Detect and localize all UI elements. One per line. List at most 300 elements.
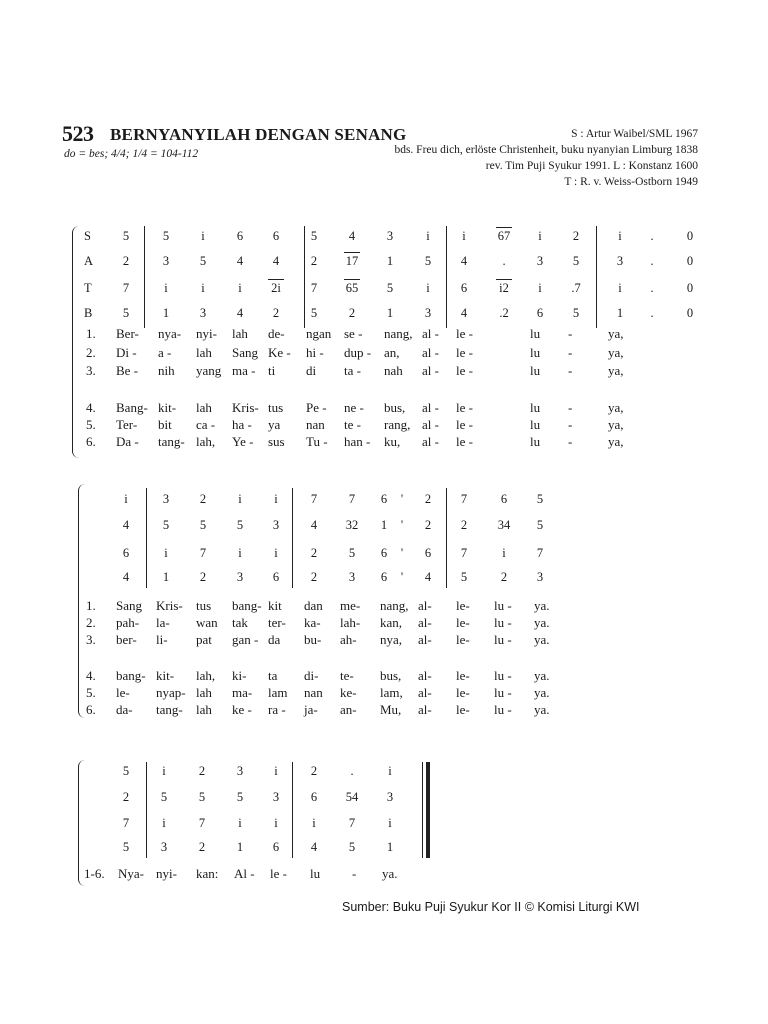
lyric-syllable: Ke - (268, 345, 291, 360)
final-barline-thick (426, 762, 430, 858)
credit-line-2: bds. Freu dich, erlöste Christenheit, buku nyanyian Limburg 1838 (394, 144, 698, 156)
beam-line (344, 279, 360, 280)
lyric-syllable: nan (304, 685, 323, 700)
lyric-syllable: de- (268, 326, 285, 341)
note-cell: 5 (310, 306, 318, 320)
credit-line-1: S : Artur Waibel/SML 1967 (571, 128, 698, 140)
lyric-syllable: - (568, 417, 573, 432)
lyric-syllable: lah, (196, 434, 216, 449)
note-cell: 3 (616, 254, 624, 268)
lyric-syllable: ma - (232, 363, 256, 378)
lyric-syllable: ya, (608, 363, 624, 378)
note-cell: i (388, 816, 392, 830)
note-cell: 3 (236, 764, 244, 778)
lyric-syllable: ah- (340, 632, 357, 647)
note-cell: 6 (536, 306, 544, 320)
lyric-syllable: nyi- (196, 326, 217, 341)
note-cell: 4 (424, 570, 432, 584)
lyric-syllable: an, (384, 345, 400, 360)
lyric-syllable: lu - (494, 632, 512, 647)
lyric-syllable: kit (268, 598, 282, 613)
note-cell: i (274, 546, 278, 560)
note-cell: 3 (162, 492, 170, 506)
lyric-syllable: da- (116, 702, 133, 717)
lyric-syllable: nyi- (156, 866, 177, 881)
lyric-syllable: li- (156, 632, 168, 647)
lyric-syllable: Pe - (306, 400, 327, 415)
barline (292, 762, 293, 858)
lyric-syllable: ya (268, 417, 281, 432)
note-cell: 4 (310, 840, 318, 854)
lyric-syllable: a - (158, 345, 172, 360)
lyric-syllable: pat (196, 632, 212, 647)
lyric-syllable: le - (270, 866, 287, 881)
note-cell: . (650, 281, 654, 295)
lyric-syllable: se - (344, 326, 363, 341)
lyric-syllable: ya. (534, 702, 550, 717)
note-cell: 4 (236, 254, 244, 268)
note-cell: 4 (122, 570, 130, 584)
lyric-syllable: al- (418, 615, 432, 630)
lyric-syllable: ngan (306, 326, 332, 341)
lyric-syllable: nang, (380, 598, 409, 613)
lyric-syllable: dup - (344, 345, 372, 360)
lyric-syllable: ya. (534, 598, 550, 613)
lyric-syllable: al- (418, 632, 432, 647)
note-cell: 1 (386, 306, 394, 320)
lyric-syllable: lah (232, 326, 248, 341)
voice-label: A (84, 254, 94, 268)
lyric-syllable: tak (232, 615, 248, 630)
note-cell: . (650, 306, 654, 320)
note-cell: 7 (122, 816, 130, 830)
lyric-syllable: lah (196, 345, 212, 360)
note-cell: 5 (348, 840, 356, 854)
lyric-syllable: lu (530, 363, 541, 378)
note-cell: 2 (310, 546, 318, 560)
barline (144, 226, 145, 328)
note-cell: 3 (536, 254, 544, 268)
note-cell: .2 (499, 306, 509, 320)
note-cell: 2 (199, 492, 207, 506)
voice-label: B (84, 306, 93, 320)
lyric-syllable: le- (456, 702, 470, 717)
lyric-syllable: Tu - (306, 434, 328, 449)
lyric-syllable: bang- (116, 668, 146, 683)
note-cell: 5 (198, 790, 206, 804)
note-cell: 6 (380, 570, 388, 584)
note-cell: 0 (686, 229, 694, 243)
note-cell: 5 (199, 254, 207, 268)
lyric-syllable: ya, (608, 434, 624, 449)
lyric-syllable: le- (456, 632, 470, 647)
lyric-syllable: Kris- (232, 400, 259, 415)
note-cell: . (650, 254, 654, 268)
note-cell: 5 (536, 518, 544, 532)
lyric-syllable: te - (344, 417, 361, 432)
verse-number: 3. (86, 363, 96, 378)
note-cell: 7 (536, 546, 544, 560)
lyric-syllable: nih (158, 363, 175, 378)
note-cell: i (618, 281, 622, 295)
note-cell: 5 (386, 281, 394, 295)
lyric-syllable: nya, (380, 632, 403, 647)
note-cell: 4 (348, 229, 356, 243)
verse-number: 1-6. (84, 866, 105, 881)
note-cell: 7 (199, 546, 207, 560)
note-cell: 17 (345, 254, 359, 268)
lyric-syllable: ca - (196, 417, 216, 432)
note-cell: 7 (310, 492, 318, 506)
lyric-syllable: tang- (156, 702, 183, 717)
note-cell: 6 (236, 229, 244, 243)
system-brace (72, 226, 81, 458)
lyric-syllable: han - (344, 434, 371, 449)
lyric-syllable: ber- (116, 632, 137, 647)
lyric-syllable: ka- (304, 615, 321, 630)
note-cell: 5 (122, 840, 130, 854)
lyric-syllable: Nya- (118, 866, 144, 881)
lyric-syllable: - (568, 434, 573, 449)
note-cell: 6 (500, 492, 508, 506)
note-cell: 5 (572, 254, 580, 268)
note-cell: 1 (380, 518, 388, 532)
lyric-syllable: tus (268, 400, 284, 415)
verse-number: 2. (86, 345, 96, 360)
note-cell: i (201, 229, 205, 243)
note-cell: i (164, 281, 168, 295)
lyric-syllable: le - (456, 345, 473, 360)
lyric-syllable: Ye - (232, 434, 254, 449)
note-cell: ' (400, 570, 404, 584)
note-cell: 7 (460, 492, 468, 506)
lyric-syllable: nah (384, 363, 403, 378)
note-cell: 2 (122, 254, 130, 268)
lyric-syllable: Be - (116, 363, 139, 378)
beam-line (496, 279, 512, 280)
lyric-syllable: lam (268, 685, 288, 700)
barline (304, 226, 305, 328)
note-cell: ' (400, 546, 404, 560)
lyric-syllable: al- (418, 598, 432, 613)
lyric-syllable: Kris- (156, 598, 183, 613)
voice-label: T (84, 281, 92, 295)
note-cell: 5 (199, 518, 207, 532)
lyric-syllable: al- (418, 668, 432, 683)
note-cell: . (650, 229, 654, 243)
lyric-syllable: - (568, 345, 573, 360)
barline (446, 226, 447, 328)
lyric-syllable: lah (196, 702, 212, 717)
song-number: 523 (62, 121, 94, 146)
lyric-syllable: lu (530, 345, 541, 360)
note-cell: 4 (122, 518, 130, 532)
lyric-syllable: - (568, 326, 573, 341)
lyric-syllable: ma- (232, 685, 253, 700)
note-cell: 5 (236, 790, 244, 804)
note-cell: i (502, 546, 506, 560)
note-cell: 7 (348, 816, 356, 830)
lyric-syllable: ya, (608, 326, 624, 341)
lyric-syllable: al - (422, 363, 439, 378)
note-cell: 54 (345, 790, 359, 804)
note-cell: 4 (310, 518, 318, 532)
lyric-syllable: kit- (156, 668, 175, 683)
verse-number: 1. (86, 326, 96, 341)
note-cell: 4 (236, 306, 244, 320)
note-cell: 5 (310, 229, 318, 243)
note-cell: 3 (348, 570, 356, 584)
note-cell: 2 (424, 518, 432, 532)
lyric-syllable: al - (422, 400, 439, 415)
barline (146, 488, 147, 588)
note-cell: 1 (162, 570, 170, 584)
lyric-syllable: al - (422, 434, 439, 449)
note-cell: 6 (122, 546, 130, 560)
lyric-syllable: le- (116, 685, 130, 700)
lyric-syllable: lu - (494, 615, 512, 630)
lyric-syllable: lam, (380, 685, 403, 700)
final-barline-thin (422, 762, 423, 858)
lyric-syllable: lu (530, 400, 541, 415)
lyric-syllable: kan: (196, 866, 219, 881)
beam-line (268, 279, 284, 280)
lyric-syllable: le - (456, 400, 473, 415)
note-cell: i (618, 229, 622, 243)
lyric-syllable: tus (196, 598, 212, 613)
lyric-syllable: nan (306, 417, 325, 432)
lyric-syllable: te- (340, 668, 354, 683)
barline (292, 488, 293, 588)
note-cell: 0 (686, 281, 694, 295)
note-cell: 2 (310, 570, 318, 584)
lyric-syllable: Di - (116, 345, 137, 360)
lyric-syllable: nya- (158, 326, 182, 341)
note-cell: 2i (271, 281, 281, 295)
lyric-syllable: ke- (340, 685, 357, 700)
lyric-syllable: lah (196, 400, 212, 415)
lyric-syllable: lah- (340, 615, 361, 630)
lyric-syllable: ti (268, 363, 276, 378)
lyric-syllable: nang, (384, 326, 413, 341)
note-cell: 7 (348, 492, 356, 506)
note-cell: 1 (236, 840, 244, 854)
lyric-syllable: hi - (306, 345, 324, 360)
note-cell: 2 (310, 764, 318, 778)
lyric-syllable: ja- (304, 702, 318, 717)
lyric-syllable: Bang- (116, 400, 148, 415)
note-cell: i (162, 764, 166, 778)
song-title: BERNYANYILAH DENGAN SENANG (110, 125, 407, 144)
lyric-syllable: lah (196, 685, 212, 700)
lyric-syllable: lah, (196, 668, 216, 683)
lyric-syllable: le- (456, 668, 470, 683)
note-cell: i (388, 764, 392, 778)
lyric-syllable: da (268, 632, 281, 647)
verse-number: 6. (86, 702, 96, 717)
note-cell: 3 (160, 840, 168, 854)
note-cell: ' (400, 492, 404, 506)
note-cell: . (350, 764, 354, 778)
note-cell: 5 (460, 570, 468, 584)
note-cell: 4 (272, 254, 280, 268)
barline (146, 762, 147, 858)
note-cell: 3 (536, 570, 544, 584)
lyric-syllable: bang- (232, 598, 262, 613)
note-cell: 2 (424, 492, 432, 506)
note-cell: i (201, 281, 205, 295)
note-cell: ' (400, 518, 404, 532)
lyric-syllable: ya. (534, 632, 550, 647)
note-cell: 2 (198, 840, 206, 854)
note-cell: 34 (497, 518, 511, 532)
lyric-syllable: di (306, 363, 317, 378)
lyric-syllable: ta - (344, 363, 361, 378)
lyric-syllable: Sang (116, 598, 142, 613)
lyric-syllable: Ter- (116, 417, 138, 432)
note-cell: 5 (236, 518, 244, 532)
lyric-syllable: ha - (232, 417, 252, 432)
lyric-syllable: ya, (608, 400, 624, 415)
note-cell: i (462, 229, 466, 243)
verse-number: 5. (86, 417, 96, 432)
note-cell: 5 (162, 518, 170, 532)
lyric-syllable: pah- (116, 615, 140, 630)
verse-number: 3. (86, 632, 96, 647)
note-cell: 7 (198, 816, 206, 830)
key-meter: do = bes; 4/4; 1/4 = 104-112 (64, 148, 199, 160)
lyric-syllable: gan - (232, 632, 259, 647)
note-cell: 2 (122, 790, 130, 804)
barline (596, 226, 597, 328)
lyric-syllable: le- (456, 615, 470, 630)
lyric-syllable: lu - (494, 598, 512, 613)
note-cell: 2 (500, 570, 508, 584)
note-cell: i (274, 492, 278, 506)
lyric-syllable: le - (456, 363, 473, 378)
lyric-syllable: ter- (268, 615, 286, 630)
note-cell: 0 (686, 306, 694, 320)
note-cell: 0 (686, 254, 694, 268)
note-cell: 32 (345, 518, 359, 532)
note-cell: i (426, 281, 430, 295)
verse-number: 1. (86, 598, 96, 613)
lyric-syllable: le - (456, 417, 473, 432)
lyric-syllable: Sang (232, 345, 258, 360)
note-cell: 6 (272, 570, 280, 584)
note-cell: i (538, 229, 542, 243)
note-cell: 3 (162, 254, 170, 268)
verse-number: 5. (86, 685, 96, 700)
lyric-syllable: ya. (382, 866, 398, 881)
lyric-syllable: Da - (116, 434, 139, 449)
beam-line (496, 227, 512, 228)
note-cell: .7 (571, 281, 581, 295)
note-cell: 5 (536, 492, 544, 506)
note-cell: 5 (424, 254, 432, 268)
lyric-syllable: bus, (380, 668, 402, 683)
lyric-syllable: lu - (494, 668, 512, 683)
lyric-syllable: nyap- (156, 685, 186, 700)
note-cell: 6 (380, 546, 388, 560)
note-cell: 4 (460, 254, 468, 268)
note-cell: i (124, 492, 128, 506)
note-cell: 1 (386, 840, 394, 854)
lyric-syllable: yang (196, 363, 222, 378)
note-cell: i (238, 281, 242, 295)
note-cell: i (274, 764, 278, 778)
note-cell: 6 (460, 281, 468, 295)
lyric-syllable: wan (196, 615, 218, 630)
note-cell: i (238, 546, 242, 560)
note-cell: 3 (424, 306, 432, 320)
lyric-syllable: al- (418, 685, 432, 700)
lyric-syllable: lu - (494, 685, 512, 700)
note-cell: 5 (122, 229, 130, 243)
lyric-syllable: bu- (304, 632, 322, 647)
lyric-syllable: le - (456, 434, 473, 449)
lyric-syllable: Ber- (116, 326, 139, 341)
lyric-syllable: me- (340, 598, 361, 613)
lyric-syllable: Al - (234, 866, 255, 881)
lyric-syllable: le - (456, 326, 473, 341)
note-cell: 6 (424, 546, 432, 560)
lyric-syllable: kan, (380, 615, 403, 630)
lyric-syllable: al - (422, 417, 439, 432)
note-cell: 7 (122, 281, 130, 295)
note-cell: 1 (616, 306, 624, 320)
note-cell: 5 (122, 764, 130, 778)
note-cell: 5 (572, 306, 580, 320)
note-cell: 2 (198, 764, 206, 778)
lyric-syllable: rang, (384, 417, 411, 432)
credit-line-3: rev. Tim Puji Syukur 1991. L : Konstanz 1600 (485, 160, 698, 172)
lyric-syllable: sus (268, 434, 285, 449)
note-cell: 3 (199, 306, 207, 320)
note-cell: i (162, 816, 166, 830)
lyric-syllable: ya, (608, 417, 624, 432)
note-cell: 7 (310, 281, 318, 295)
lyric-syllable: le- (456, 685, 470, 700)
note-cell: i (238, 816, 242, 830)
note-cell: 2 (460, 518, 468, 532)
lyric-syllable: ya. (534, 685, 550, 700)
note-cell: 6 (380, 492, 388, 506)
note-cell: i (274, 816, 278, 830)
note-cell: 3 (236, 570, 244, 584)
note-cell: 67 (497, 229, 511, 243)
lyric-syllable: - (568, 363, 573, 378)
verse-number: 4. (86, 400, 96, 415)
note-cell: 3 (272, 518, 280, 532)
source-footer: Sumber: Buku Puji Syukur Kor II © Komisi Liturgi KWI (342, 900, 640, 914)
note-cell: 7 (460, 546, 468, 560)
credit-line-4: T : R. v. Weiss-Ostborn 1949 (564, 176, 698, 188)
note-cell: 6 (310, 790, 318, 804)
note-cell: 2 (272, 306, 280, 320)
lyric-syllable: ya, (608, 345, 624, 360)
lyric-syllable: al - (422, 345, 439, 360)
note-cell: 1 (162, 306, 170, 320)
note-cell: 2 (199, 570, 207, 584)
lyric-syllable: - (568, 400, 573, 415)
note-cell: 3 (272, 790, 280, 804)
verse-number: 2. (86, 615, 96, 630)
note-cell: i (164, 546, 168, 560)
note-cell: 2 (572, 229, 580, 243)
lyric-syllable: dan (304, 598, 323, 613)
voice-label: S (84, 229, 91, 243)
